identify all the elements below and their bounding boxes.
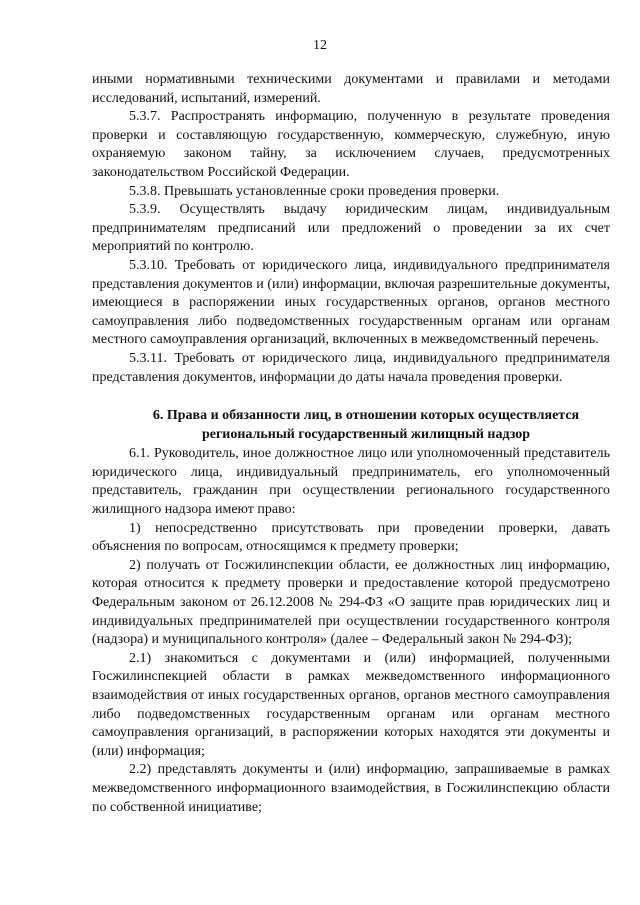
paragraph-5-3-9: 5.3.9. Осуществлять выдачу юридическим лицам, индивидуальным предпринимателям предписаний или предложений о проведении за их счет мероприятий по контролю.	[92, 202, 610, 255]
paragraph-5-3-8: 5.3.8. Превышать установленные сроки проведения проверки.	[129, 183, 500, 199]
section-heading	[92, 407, 610, 444]
section-heading-line-2: региональный государственный жилищный надзор	[201, 426, 531, 442]
list-item-2: 2) получать от Госжилинспекции области, ее должностных лиц информацию, которая относится к предмету проверки и предоставление которой предусмотрено Федеральным законом от 26.12.2008 № 294-ФЗ «О защите прав юридических лиц и индивидуальных предпринимателей при осуществлении государственного контроля (надзора) и муниципального контроля» (далее – Федеральный закон № 294-ФЗ);	[92, 557, 610, 648]
section-spacer	[92, 387, 610, 407]
list-item-2-2: 2.2) представлять документы и (или) информацию, запрашиваемые в рамках межведомственного информационного взаимодействия, в Госжилинспекцию области по собственной инициативе;	[92, 762, 610, 815]
page-number: 12	[313, 38, 327, 53]
paragraph-6-1: 6.1. Руководитель, иное должностное лицо или уполномоченный представитель юридического лица, индивидуальный предприниматель, его уполномоченный представитель, гражданин при осуществлении регионального государственного жилищного надзора имеют право:	[92, 446, 610, 518]
paragraph-continuation: иными нормативными техническими документами и правилами и методами исследований, испытаний, измерений.	[92, 72, 610, 106]
paragraph-5-3-10: 5.3.10. Требовать от юридического лица, индивидуального предпринимателя представления документов и (или) информации, включая разрешительные документы, имеющиеся в распоряжении иных государственных органов, органов местного самоуправления либо подведомственных государственным органам или органам местного самоуправления организаций, включенных в межведомственный перечень.	[92, 257, 610, 348]
document-body	[92, 71, 610, 817]
section-heading-line-1: 6. Права и обязанности лиц, в отношении которых осуществляется	[152, 408, 580, 424]
paragraph-5-3-7: 5.3.7. Распространять информацию, полученную в результате проведения проверки и составляющую государственную, коммерческую, служебную, иную охраняемую законом тайну, за исключением случаев, предусмотренных законодательством Российской Федерации.	[92, 109, 610, 180]
list-item-1: 1) непосредственно присутствовать при проведении проверки, давать объяснения по вопросам, относящимся к предмету проверки;	[92, 520, 610, 555]
list-item-2-1: 2.1) знакомиться с документами и (или) информацией, полученными Госжилинспекцией области в рамках межведомственного информационного взаимодействия от иных государственных органов, органов местного самоуправления либо подведомственных государственным органам или органам местного самоуправления организаций, в распоряжении которых находятся эти документы и (или) информация;	[92, 650, 610, 759]
paragraph-5-3-11: 5.3.11. Требовать от юридического лица, индивидуального предпринимателя представления документов, информации до даты начала проведения проверки.	[92, 350, 610, 385]
